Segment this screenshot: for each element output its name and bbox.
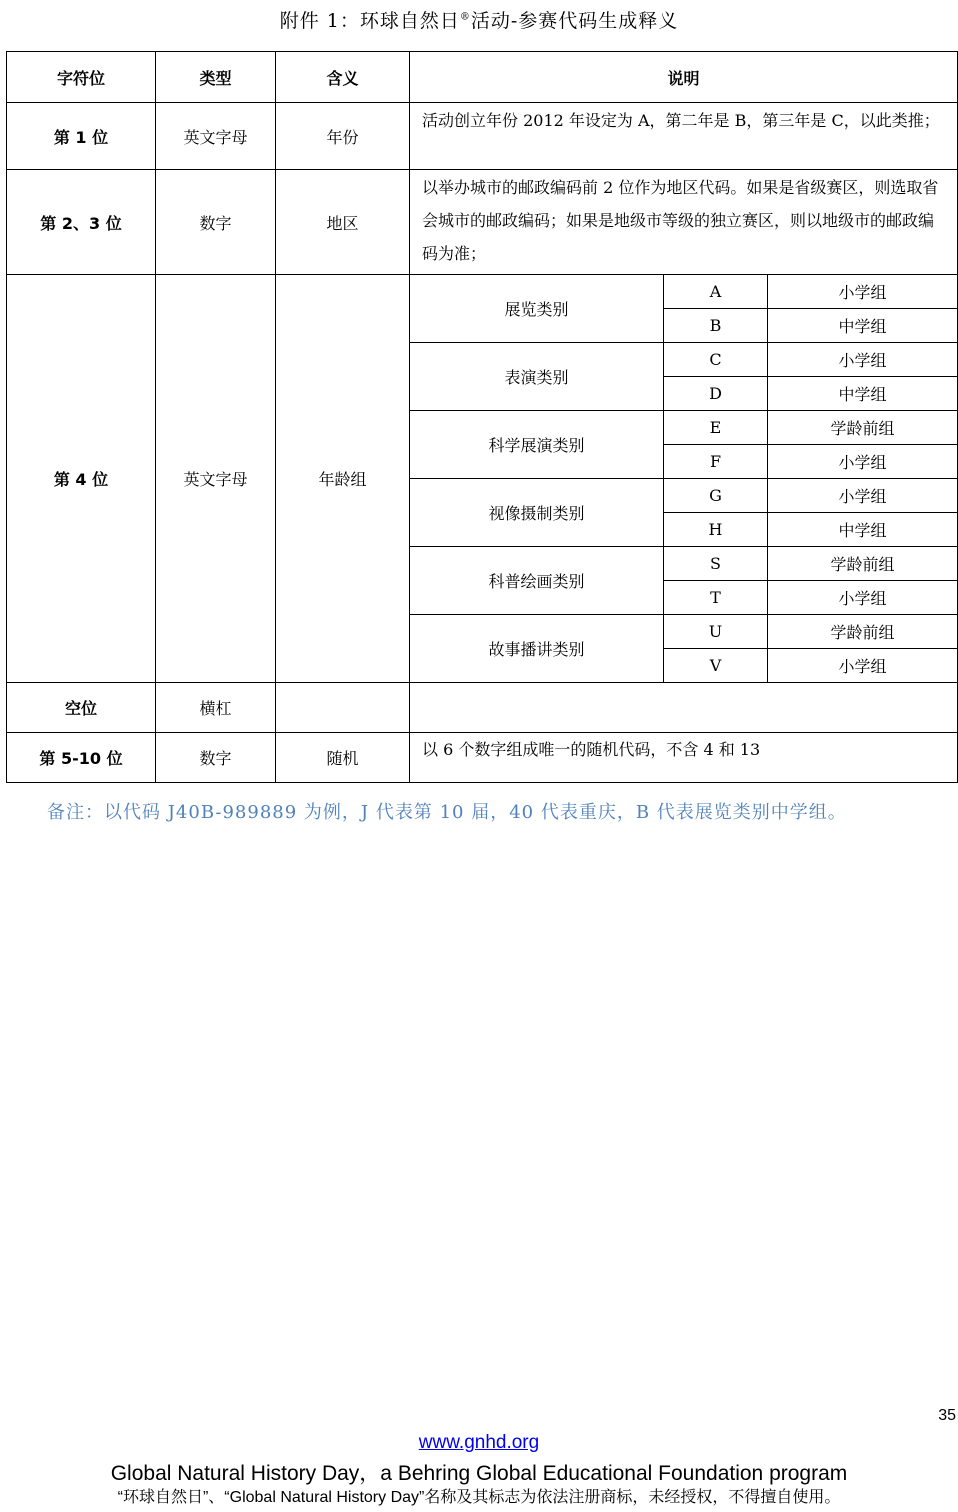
- cell-type: 横杠: [156, 683, 276, 733]
- code-letter: A: [664, 275, 768, 309]
- code-letter: H: [664, 513, 768, 547]
- code-letter: T: [664, 581, 768, 615]
- table-row: [7, 733, 958, 783]
- table-row: [7, 683, 958, 733]
- age-group: 小学组: [768, 581, 958, 615]
- cell-position: 第 4 位: [7, 275, 156, 683]
- code-letter: D: [664, 377, 768, 411]
- age-group: 学龄前组: [768, 547, 958, 581]
- category-name: 科学展演类别: [410, 411, 664, 479]
- age-group: 小学组: [768, 445, 958, 479]
- cell-description: 活动创立年份 2012 年设定为 A，第二年是 B，第三年是 C，以此类推；: [410, 103, 958, 170]
- title-suffix: 活动-参赛代码生成释义: [470, 10, 679, 32]
- header-description: 说明: [410, 52, 958, 103]
- code-letter: S: [664, 547, 768, 581]
- code-letter: G: [664, 479, 768, 513]
- cell-description: 以 6 个数字组成唯一的随机代码，不含 4 和 13: [410, 733, 958, 783]
- code-letter: B: [664, 309, 768, 343]
- cell-description: 以举办城市的邮政编码前 2 位作为地区代码。如果是省级赛区，则选取省会城市的邮政编码；如果是地级市等级的独立赛区，则以地级市的邮政编码为准；: [410, 170, 958, 275]
- category-name: 科普绘画类别: [410, 547, 664, 615]
- cell-type: 数字: [156, 170, 276, 275]
- cell-position: 第 2、3 位: [7, 170, 156, 275]
- cell-meaning: 地区: [276, 170, 410, 275]
- page-title: [0, 6, 958, 33]
- age-group: 小学组: [768, 479, 958, 513]
- code-letter: F: [664, 445, 768, 479]
- category-name: 表演类别: [410, 343, 664, 411]
- code-table: [6, 51, 958, 783]
- age-group: 小学组: [768, 649, 958, 683]
- age-group: 中学组: [768, 309, 958, 343]
- note-text: 备注：以代码 J40B-989889 为例，J 代表第 10 届，40 代表重庆，B 代表展览类别中学组。: [47, 802, 847, 823]
- header-meaning: 含义: [276, 52, 410, 103]
- code-letter: V: [664, 649, 768, 683]
- category-name: 展览类别: [410, 275, 664, 343]
- age-group: 中学组: [768, 377, 958, 411]
- cell-position: 第 5-10 位: [7, 733, 156, 783]
- category-name: 故事播讲类别: [410, 615, 664, 683]
- cell-meaning: 年份: [276, 103, 410, 170]
- header-position: 字符位: [7, 52, 156, 103]
- cell-description: [410, 683, 958, 733]
- category-name: 视像摄制类别: [410, 479, 664, 547]
- registered-mark: ®: [459, 11, 471, 23]
- code-letter: E: [664, 411, 768, 445]
- footer-url-link[interactable]: www.gnhd.org: [418, 1432, 540, 1453]
- cell-type: 英文字母: [156, 103, 276, 170]
- table-row: [7, 275, 958, 309]
- header-type: 类型: [156, 52, 276, 103]
- age-group: 小学组: [768, 275, 958, 309]
- cell-meaning: 年龄组: [276, 275, 410, 683]
- header-row: [7, 52, 958, 103]
- code-letter: C: [664, 343, 768, 377]
- code-letter: U: [664, 615, 768, 649]
- age-group: 小学组: [768, 343, 958, 377]
- age-group: 学龄前组: [768, 411, 958, 445]
- footer-trademark: “环球自然日”、“Global Natural History Day”名称及其标志为依法注册商标，未经授权，不得擅自使用。: [117, 1489, 841, 1506]
- cell-position: 空位: [7, 683, 156, 733]
- age-group: 学龄前组: [768, 615, 958, 649]
- cell-type: 英文字母: [156, 275, 276, 683]
- cell-position: 第 1 位: [7, 103, 156, 170]
- cell-type: 数字: [156, 733, 276, 783]
- cell-meaning: [276, 683, 410, 733]
- title-prefix: 附件 1：环球自然日: [279, 10, 460, 32]
- age-group: 中学组: [768, 513, 958, 547]
- table-row: [7, 103, 958, 170]
- table-row: [7, 170, 958, 275]
- footer-program: Global Natural History Day，a Behring Global Educational Foundation program: [110, 1462, 848, 1485]
- cell-meaning: 随机: [276, 733, 410, 783]
- page-number-value: 35: [938, 1407, 956, 1424]
